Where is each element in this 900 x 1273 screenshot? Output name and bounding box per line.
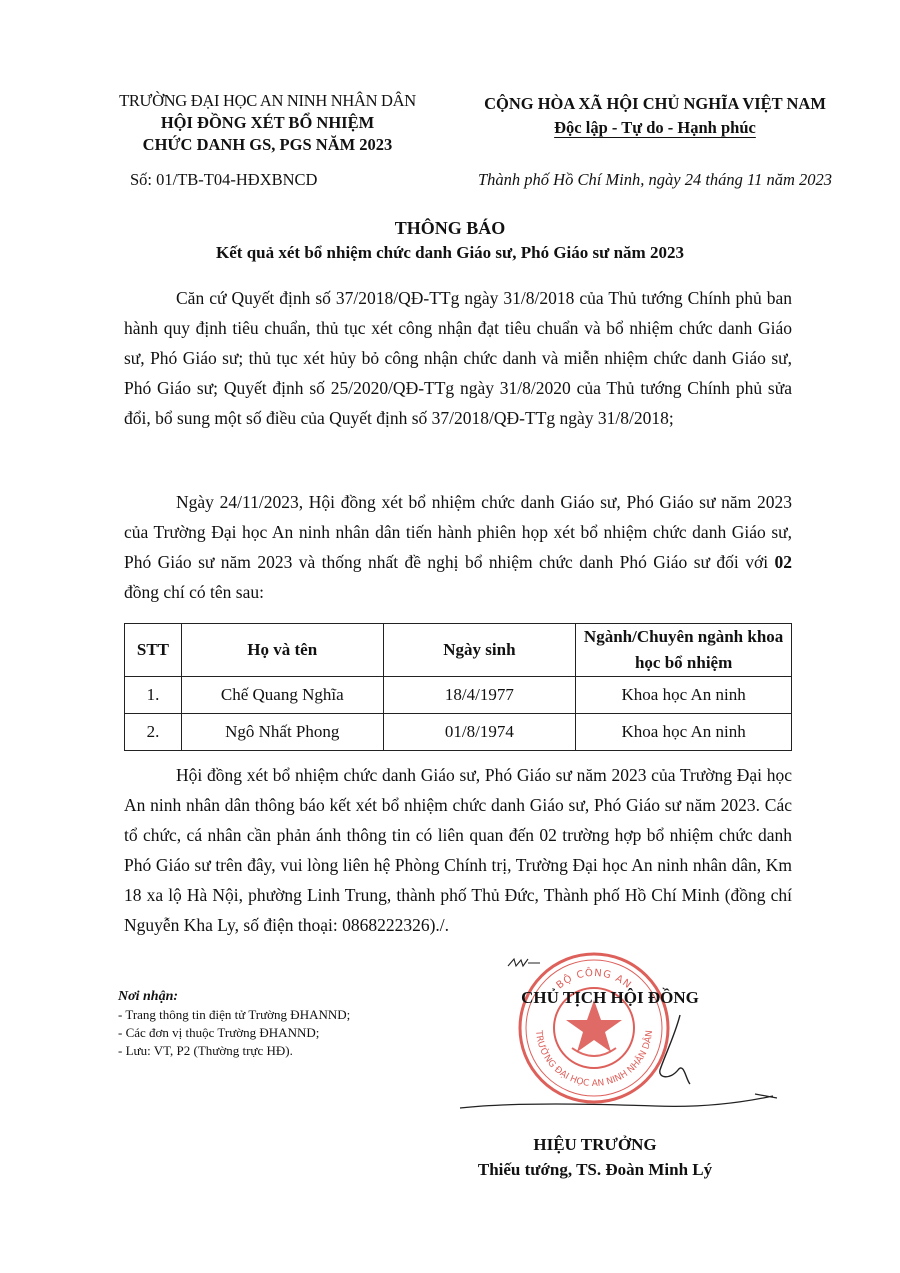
signature-title: CHỦ TỊCH HỘI ĐỒNG xyxy=(521,988,699,1007)
document-number: Số: 01/TB-T04-HĐXBNCD xyxy=(130,170,318,189)
meeting-text-end: đồng chí có tên sau: xyxy=(124,582,264,602)
council-name: HỘI ĐỒNG XÉT BỔ NHIỆM xyxy=(160,113,375,132)
recipient-item: - Trang thông tin điện tử Trường ĐHANND; xyxy=(118,1007,351,1022)
svg-text:BỘ CÔNG AN: BỘ CÔNG AN xyxy=(554,967,634,992)
signature-stroke-icon xyxy=(455,1090,785,1120)
cell-name: Chế Quang Nghĩa xyxy=(181,677,383,714)
signer-position: HIỆU TRƯỞNG xyxy=(533,1135,657,1154)
cell-dob: 18/4/1977 xyxy=(383,677,576,714)
meeting-paragraph xyxy=(124,487,792,607)
meeting-text: Ngày 24/11/2023, Hội đồng xét bổ nhiệm chức danh Giáo sư, Phó Giáo sư năm 2023 của Trường Đại học An ninh nhân dân tiến hành phiên họp xét bổ nhiệm chức danh Giáo sư, Phó Giáo sư năm 2023 và thống nhất đề nghị bổ nhiệm chức danh Phó Giáo sư đối với xyxy=(124,492,792,572)
table-row xyxy=(125,677,792,714)
recipients-label: Nơi nhận: xyxy=(118,989,179,1004)
recipient-item: - Các đơn vị thuộc Trường ĐHANND; xyxy=(118,1025,320,1040)
place-and-date: Thành phố Hồ Chí Minh, ngày 24 tháng 11 năm 2023 xyxy=(478,170,832,189)
recipient-item: - Lưu: VT, P2 (Thường trực HĐ). xyxy=(118,1043,293,1058)
cell-field: Khoa học An ninh xyxy=(576,677,792,714)
results-table xyxy=(124,623,792,751)
document-title: THÔNG BÁO xyxy=(394,218,506,238)
document-subtitle: Kết quả xét bổ nhiệm chức danh Giáo sư, Phó Giáo sư năm 2023 xyxy=(216,243,684,262)
council-scope: CHỨC DANH GS, PGS NĂM 2023 xyxy=(142,135,393,154)
col-header-field: Ngành/Chuyên ngành khoa học bổ nhiệm xyxy=(576,624,792,677)
contact-paragraph: Hội đồng xét bổ nhiệm chức danh Giáo sư, Phó Giáo sư năm 2023 của Trường Đại học An ninh nhân dân thông báo kết xét bổ nhiệm chức danh Giáo sư, Phó Giáo sư năm 2023. Các tổ chức, cá nhân cần phản ánh thông tin có liên quan đến 02 trường hợp bổ nhiệm chức danh Phó Giáo sư trên đây, vui lòng liên hệ Phòng Chính trị, Trường Đại học An ninh nhân dân, Km 18 xa lộ Hà Nội, phường Linh Trung, thành phố Thủ Đức, Thành phố Hồ Chí Minh (đồng chí Nguyễn Kha Ly, số điện thoại: 0868222326)./. xyxy=(124,765,792,935)
signer-name: Thiếu tướng, TS. Đoàn Minh Lý xyxy=(477,1160,713,1179)
issuing-authority xyxy=(95,90,440,156)
cell-stt: 1. xyxy=(125,677,182,714)
table-header-row xyxy=(125,624,792,677)
legal-basis-paragraph: Căn cứ Quyết định số 37/2018/QĐ-TTg ngày 31/8/2018 của Thủ tướng Chính phủ ban hành quy định tiêu chuẩn, thủ tục xét công nhận đạt tiêu chuẩn và bổ nhiệm chức danh Giáo sư, Phó Giáo sư; thủ tục xét hủy bỏ công nhận chức danh và miễn nhiệm chức danh Giáo sư, Phó Giáo sư; Quyết định số 25/2020/QĐ-TTg ngày 31/8/2020 của Thủ tướng Chính phủ sửa đổi, bổ sung một số điều của Quyết định số 37/2018/QĐ-TTg ngày 31/8/2018; xyxy=(124,288,792,428)
svg-text:TRƯỜNG ĐẠI HỌC AN NINH NHÂN DÂ: TRƯỜNG ĐẠI HỌC AN NINH NHÂN DÂN xyxy=(533,1029,656,1090)
national-header xyxy=(455,92,855,140)
recipients-block xyxy=(118,988,350,1060)
col-header-stt: STT xyxy=(125,624,182,677)
cell-stt: 2. xyxy=(125,714,182,751)
initial-mark-icon xyxy=(506,956,542,970)
cell-name: Ngô Nhất Phong xyxy=(181,714,383,751)
table-row xyxy=(125,714,792,751)
nation-title: CỘNG HÒA XÃ HỘI CHỦ NGHĨA VIỆT NAM xyxy=(484,94,826,113)
national-motto: Độc lập - Tự do - Hạnh phúc xyxy=(554,118,756,137)
col-header-name: Họ và tên xyxy=(181,624,383,677)
university-name: TRƯỜNG ĐẠI HỌC AN NINH NHÂN DÂN xyxy=(119,91,416,110)
cell-field: Khoa học An ninh xyxy=(576,714,792,751)
col-header-dob: Ngày sinh xyxy=(383,624,576,677)
handwritten-signature-icon xyxy=(640,1010,700,1090)
cell-dob: 01/8/1974 xyxy=(383,714,576,751)
candidate-count: 02 xyxy=(774,552,792,572)
